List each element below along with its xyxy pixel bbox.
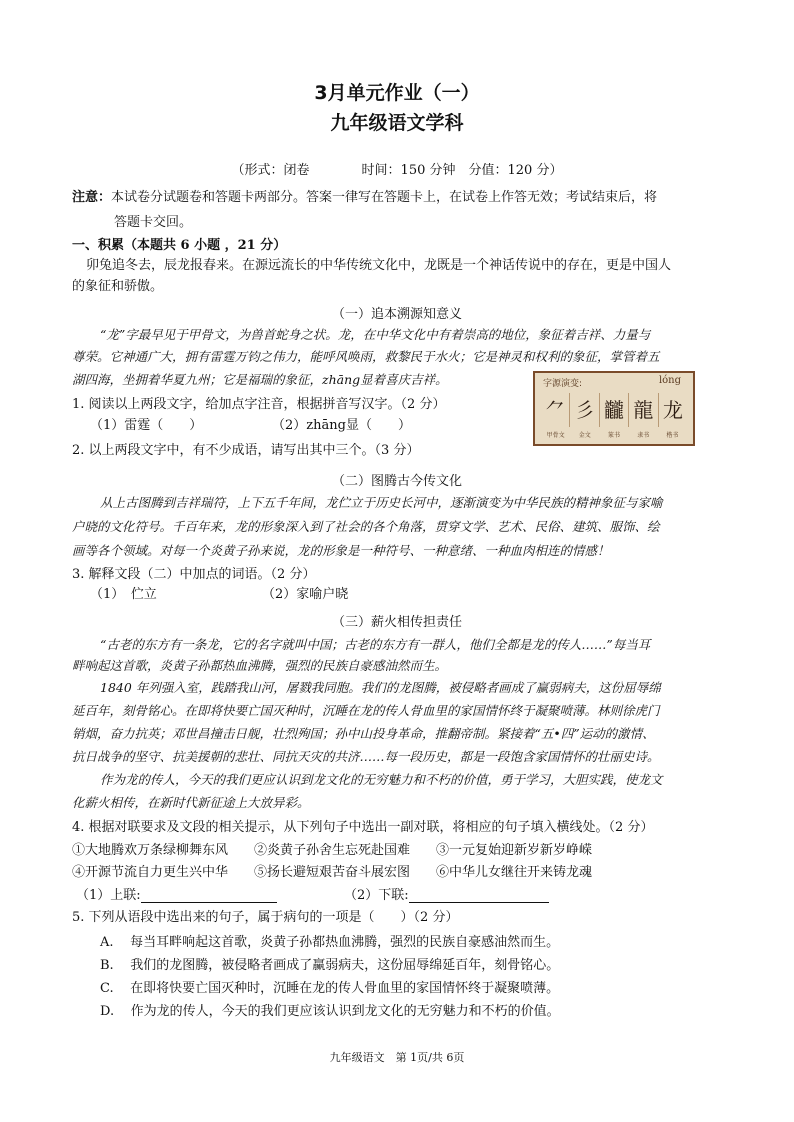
q5-option-c [100,977,559,996]
part3-para-3a: 作为龙的传人，今天的我们更应认识到龙文化的无穷魅力和不朽的价值，勇于学习，大胆实践，使龙文 [100,772,663,787]
notice-line1 [72,186,657,205]
part3-para-1b: 畔响起这首歌，炎黄子孙都热血沸腾，强烈的民族自豪感油然而生。 [72,658,448,673]
notice-line2: 答题卡交回。 [114,215,193,230]
glyph-clerical: 龍 [629,393,658,427]
q5-option-key: D. [100,1004,115,1019]
page-subtitle: 九年级语文学科 [330,112,464,134]
caption-clerical: 隶书 [637,432,650,439]
section1-heading: 一、积累（本题共 6 小题 ，21 分） [72,238,287,253]
q1-stem: 1. 阅读以上两段文字，给加点字注音，根据拼音写汉字。（2 分） [72,397,446,412]
part1-para-1: “龙”字最早见于甲骨文，为兽首蛇身之状。龙，在中华文化中有着崇高的地位，象征着吉祥、力量与 [100,327,651,342]
image-label: 字源演变: [543,379,583,389]
q3-item-b: （2）家喻户晓 [262,587,349,602]
glyph-regular: 龙 [662,398,683,422]
q5-option-text: 我们的龙图腾，被侵略者画成了赢弱病夫，这份屈辱绵延百年，刻骨铭心。 [130,958,560,973]
q4-upper-blank[interactable] [141,889,277,903]
q2-stem: 2. 以上两段文字中，有不少成语，请写出其中三个。（3 分） [72,443,420,458]
part1-heading: （一）追本溯源知意义 [331,307,462,322]
q5-option-text: 每当耳畔响起这首歌，炎黄子孙都热血沸腾，强烈的民族自豪感油然而生。 [130,935,560,950]
part2-para-2: 户晓的文化符号。千百年来，龙的形象深入到了社会的各个角落，贯穿文学、艺术、民俗、建筑、服饰、绘 [72,519,660,534]
part2-para-1: 从上古图腾到吉祥瑞符，上下五千年间，龙伫立于历史长河中，逐渐演变为中华民族的精神象征与家喻 [100,495,663,510]
part3-para-3b: 化薪火相传，在新时代新征途上大放异彩。 [72,795,310,810]
section1-intro-2: 的象征和骄傲。 [72,279,164,294]
page-title: 3月单元作业（一） [314,82,480,104]
q5-stem: 5. 下列从语段中选出来的句子，属于病句的一项是（ ）（2 分） [72,910,459,925]
q4-upper-label: （1）上联: [76,888,141,903]
glyph-seal: 龖 [600,393,629,427]
q4-options-row-1: ①大地腾欢万条绿柳舞东风 ②炎黄子孙舍生忘死赴国难 ③一元复始迎新岁新岁峥嵘 [72,843,593,858]
q5-option-b [100,954,559,973]
part3-para-2d: 抗日战争的坚守、抗美援朝的悲壮、同抗天灾的共济……每一段历史，都是一段饱含家国情怀的壮丽史诗。 [72,749,660,764]
glyph-bronze: 彡 [570,393,599,427]
caption-seal: 篆书 [608,432,621,439]
q4-lower-line [344,884,549,903]
part3-para-2c: 销烟，奋力抗英；邓世昌撞击日舰，壮烈殉国；孙中山投身革命，推翻帝制。紧接着“五•四”运动的激情、 [72,726,655,741]
part1-para-2: 尊荣。它神通广大，拥有雷霆万钧之伟力，能呼风唤雨，救黎民于水火；它是神灵和权利的象征，掌管着五 [72,349,660,364]
q5-option-d [100,1000,560,1019]
q5-option-text: 在即将快要亡国灭种时，沉睡在龙的传人骨血里的家国情怀终于凝聚喷薄。 [130,981,560,996]
part3-heading: （三）薪火相传担责任 [331,615,462,630]
part3-para-1a: “古老的东方有一条龙，它的名字就叫中国；古老的东方有一群人，他们全都是龙的传人……”每当耳 [100,637,651,652]
part2-para-3: 画等各个领域。对每一个炎黄子孙来说，龙的形象是一种符号、一种意绪、一种血肉相连的情感！ [72,543,610,558]
q1-item-a: （1）雷霆（ ） [90,418,203,433]
q5-option-a [100,931,559,950]
image-pinyin: lóng [658,375,681,386]
notice-text: 本试卷分试题卷和答题卡两部分。答案一律写在答题卡上，在试卷上作答无效；考试结束后，将 [111,190,658,205]
q4-stem: 4. 根据对联要求及文段的相关提示，从下列句子中选出一副对联，将相应的句子填入横线处。（2 分） [72,820,654,835]
part3-para-2a: 1840 年列强入室，践踏我山河，屠戮我同胞。我们的龙图腾，被侵略者画成了赢弱病夫，这份屈辱绵 [100,680,661,695]
exam-info: （形式：闭卷 时间：150 分钟 分值：120 分） [231,163,563,178]
part2-heading: （二）图腾古今传文化 [331,474,462,489]
caption-regular: 楷书 [666,432,679,439]
q5-option-text: 作为龙的传人，今天的我们更应该认识到龙文化的无穷魅力和不朽的价值。 [130,1004,560,1019]
q4-upper-line [76,884,277,903]
caption-oracle: 甲骨文 [546,432,565,439]
notice-label: 注意： [72,190,112,205]
q3-item-a: （1） 伫立 [90,587,157,602]
part1-para-3: 湖四海，坐拥着华夏九州；它是福瑞的象征，zhāng显着喜庆吉祥。 [72,372,448,387]
q5-option-key: A. [100,935,114,950]
section1-intro-1: 卯兔追冬去，辰龙报春来。在源远流长的中华传统文化中，龙既是一个神话传说中的存在，更是中国人 [86,258,672,273]
q4-lower-blank[interactable] [409,889,549,903]
character-evolution-image [533,371,695,446]
glyph-oracle: ⺈ [541,393,570,427]
q5-option-key: C. [100,981,114,996]
q3-stem: 3. 解释文段（二）中加点的词语。（2 分） [72,567,316,582]
page-footer: 九年级语文 第 1页/共 6页 [329,1051,465,1064]
part3-para-2b: 延百年，刻骨铭心。在即将快要亡国灭种时，沉睡在龙的传人骨血里的家国情怀终于凝聚喷薄。林则徐虎门 [72,703,660,718]
q5-option-key: B. [100,958,114,973]
q4-options-row-2: ④开源节流自力更生兴中华 ⑤扬长避短艰苦奋斗展宏图 ⑥中华儿女继往开来铸龙魂 [72,865,593,880]
q1-item-b: （2）zhāng显（ ） [272,418,411,433]
q4-lower-label: （2）下联: [344,888,409,903]
caption-bronze: 金文 [578,432,591,439]
